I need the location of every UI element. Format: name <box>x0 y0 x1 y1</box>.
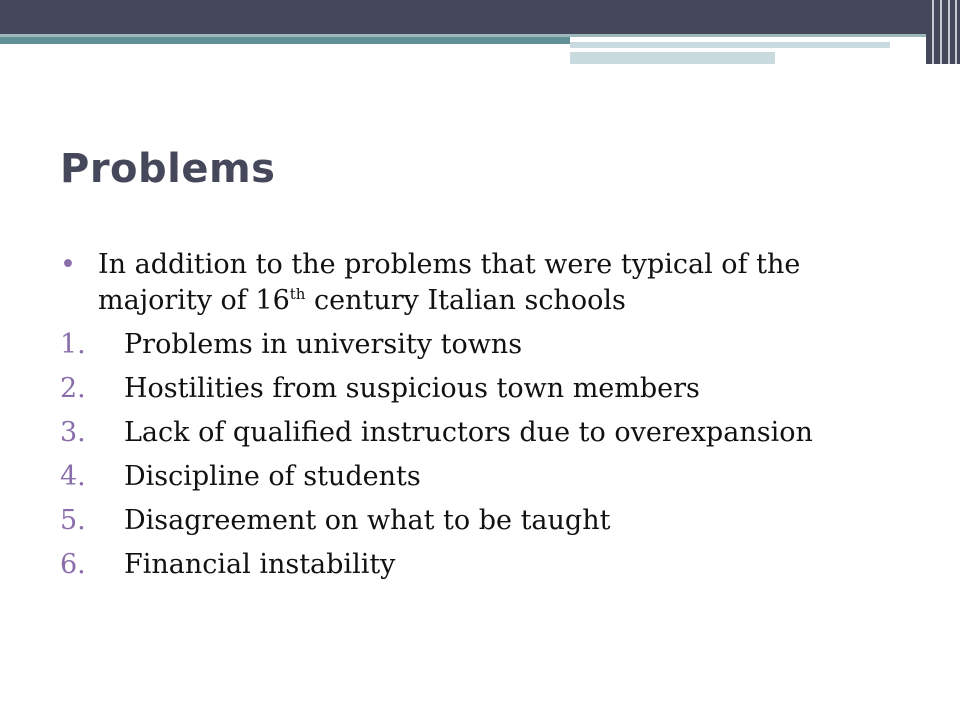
list-item-text: Discipline of students <box>124 461 421 492</box>
list-item-number: 1. <box>60 329 86 360</box>
bullet-icon: • <box>60 249 76 280</box>
list-item <box>60 503 920 539</box>
header-bar-white-line <box>570 48 890 51</box>
header-corner-stripe <box>948 0 950 64</box>
intro-text-after: century Italian schools <box>305 285 626 316</box>
list-item <box>60 547 920 583</box>
header-bar-teal <box>0 37 570 44</box>
list-item-number: 5. <box>60 505 86 536</box>
slide-title: Problems <box>60 146 276 192</box>
list-item <box>60 459 920 495</box>
intro-superscript: th <box>289 285 306 303</box>
list-item <box>60 415 920 451</box>
header-corner-stripe <box>940 0 942 64</box>
header-bar-dark <box>0 0 960 34</box>
list-item-text: Lack of qualified instructors due to overexpansion <box>124 417 813 448</box>
list-item-number: 3. <box>60 417 86 448</box>
slide-body <box>60 247 920 591</box>
list-item-text: Disagreement on what to be taught <box>124 505 611 536</box>
header-corner-stripe <box>955 0 957 64</box>
list-item <box>60 327 920 363</box>
list-item-number: 6. <box>60 549 86 580</box>
list-item <box>60 371 920 407</box>
header-bar-teal-light-lower <box>570 52 775 64</box>
list-item-number: 4. <box>60 461 86 492</box>
problem-list <box>60 327 920 583</box>
list-item-text: Problems in university towns <box>124 329 523 360</box>
header-corner-stripe <box>932 0 934 64</box>
list-item-text: Financial instability <box>124 549 396 580</box>
intro-bullet <box>60 247 920 319</box>
list-item-text: Hostilities from suspicious town members <box>124 373 700 404</box>
list-item-number: 2. <box>60 373 86 404</box>
intro-text-before: In addition to the problems that were typical of the majority of 16 <box>98 249 801 316</box>
